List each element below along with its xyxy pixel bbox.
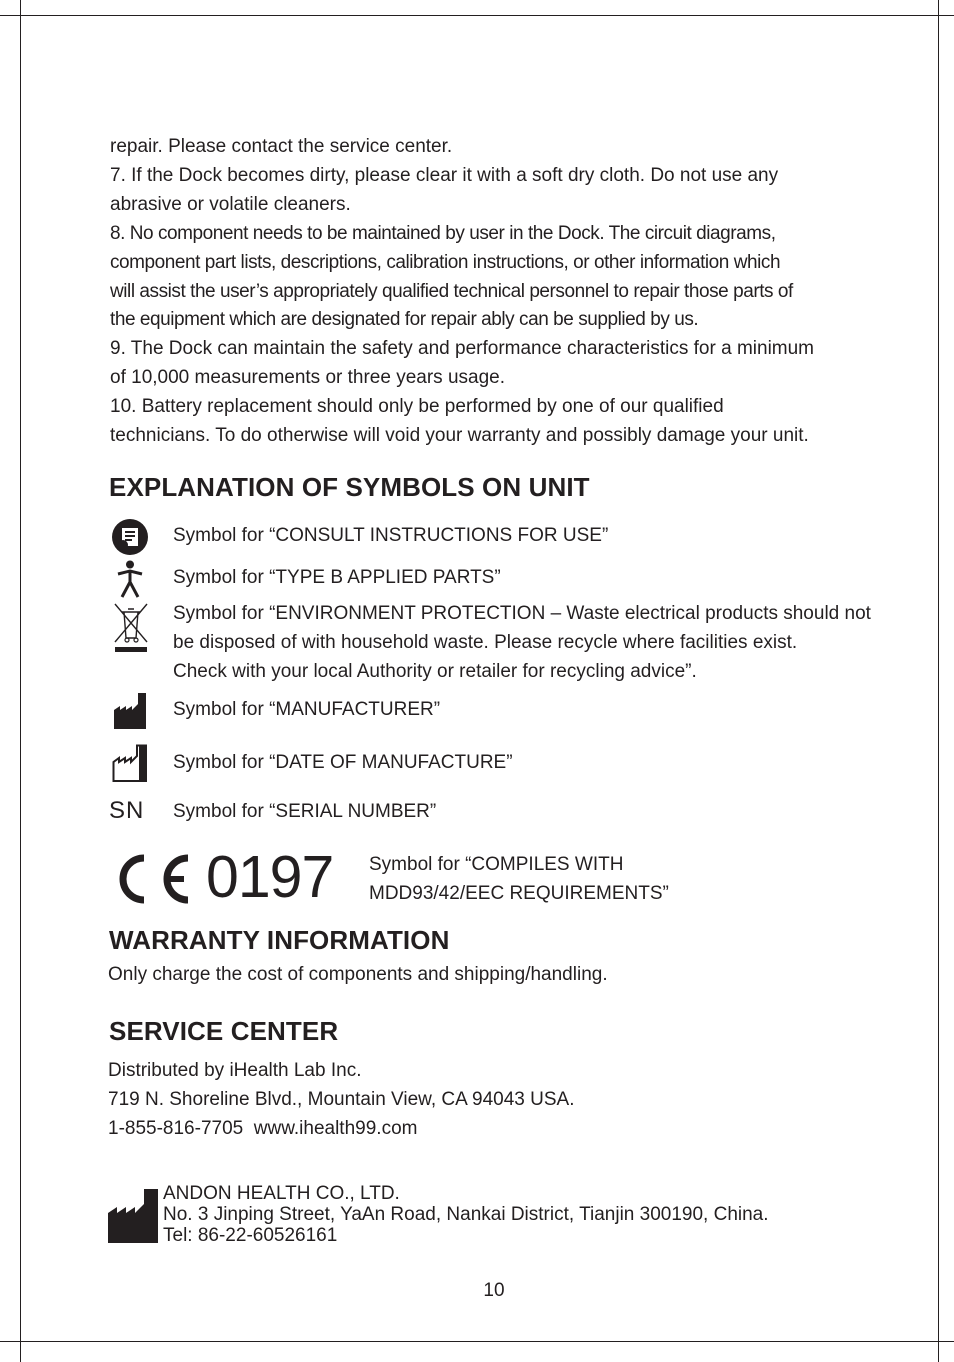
date-of-manufacture-icon xyxy=(112,744,148,782)
symbol-description: MDD93/42/EEC REQUIREMENTS” xyxy=(369,883,669,904)
symbol-description: Symbol for “SERIAL NUMBER” xyxy=(173,801,437,822)
warranty-text: Only charge the cost of components and shipping/handling. xyxy=(108,964,608,985)
left-border-line xyxy=(20,0,21,1362)
warranty-heading: WARRANTY INFORMATION xyxy=(109,925,450,955)
symbol-description: Symbol for “DATE OF MANUFACTURE” xyxy=(173,752,513,773)
intro-line: will assist the user’s appropriately qualified technical personnel to repair those parts of xyxy=(110,281,793,302)
service-line: 1-855-816-7705 www.ihealth99.com xyxy=(108,1118,418,1139)
intro-line: 7. If the Dock becomes dirty, please clear it with a soft dry cloth. Do not use any xyxy=(110,165,779,186)
ce-mark-icon xyxy=(110,852,192,906)
intro-line: abrasive or volatile cleaners. xyxy=(110,194,351,215)
manufacturer-line: No. 3 Jinping Street, YaAn Road, Nankai District, Tianjin 300190, China. xyxy=(163,1204,769,1225)
intro-line: 10. Battery replacement should only be performed by one of our qualified xyxy=(110,396,724,417)
manufacturer-line: Tel: 86-22-60526161 xyxy=(163,1225,338,1246)
manufacturer-icon xyxy=(113,692,147,730)
top-border-line xyxy=(0,15,954,16)
bottom-border-line xyxy=(0,1341,954,1342)
intro-line: 9. The Dock can maintain the safety and performance characteristics for a minimum xyxy=(110,338,815,359)
symbols-heading: EXPLANATION OF SYMBOLS ON UNIT xyxy=(109,472,590,502)
intro-line: component part lists, descriptions, calibration instructions, or other information which xyxy=(110,252,781,273)
symbol-description: Symbol for “TYPE B APPLIED PARTS” xyxy=(173,567,501,588)
serial-number-icon: SN xyxy=(109,797,145,824)
intro-line: of 10,000 measurements or three years usage. xyxy=(110,367,506,388)
service-center-heading: SERVICE CENTER xyxy=(109,1016,339,1046)
symbol-description: be disposed of with household waste. Please recycle where facilities exist. xyxy=(173,632,798,653)
page-number: 10 xyxy=(483,1280,505,1301)
intro-line: 8. No component needs to be maintained by user in the Dock. The circuit diagrams, xyxy=(110,223,776,244)
intro-line: repair. Please contact the service center. xyxy=(110,136,453,157)
symbol-description: Symbol for “ENVIRONMENT PROTECTION – Waste electrical products should not xyxy=(173,603,871,624)
ce-notified-body-number: 0197 xyxy=(206,844,334,910)
service-line: 719 N. Shoreline Blvd., Mountain View, CA 94043 USA. xyxy=(108,1089,575,1110)
type-b-applied-part-icon xyxy=(116,560,144,598)
symbol-description: Symbol for “MANUFACTURER” xyxy=(173,699,441,720)
symbol-description: Symbol for “COMPILES WITH xyxy=(369,854,624,875)
manufacturer-icon xyxy=(107,1188,159,1244)
symbol-description: Check with your local Authority or retailer for recycling advice”. xyxy=(173,661,697,682)
manufacturer-line: ANDON HEALTH CO., LTD. xyxy=(163,1183,400,1204)
right-border-line xyxy=(938,0,939,1362)
symbol-description: Symbol for “CONSULT INSTRUCTIONS FOR USE” xyxy=(173,525,609,546)
intro-line: the equipment which are designated for repair ably can be supplied by us. xyxy=(110,309,699,330)
intro-line: technicians. To do otherwise will void your warranty and possibly damage your unit. xyxy=(110,425,809,446)
consult-instructions-icon xyxy=(110,518,150,556)
weee-crossed-bin-icon xyxy=(112,603,150,653)
service-line: Distributed by iHealth Lab Inc. xyxy=(108,1060,362,1081)
